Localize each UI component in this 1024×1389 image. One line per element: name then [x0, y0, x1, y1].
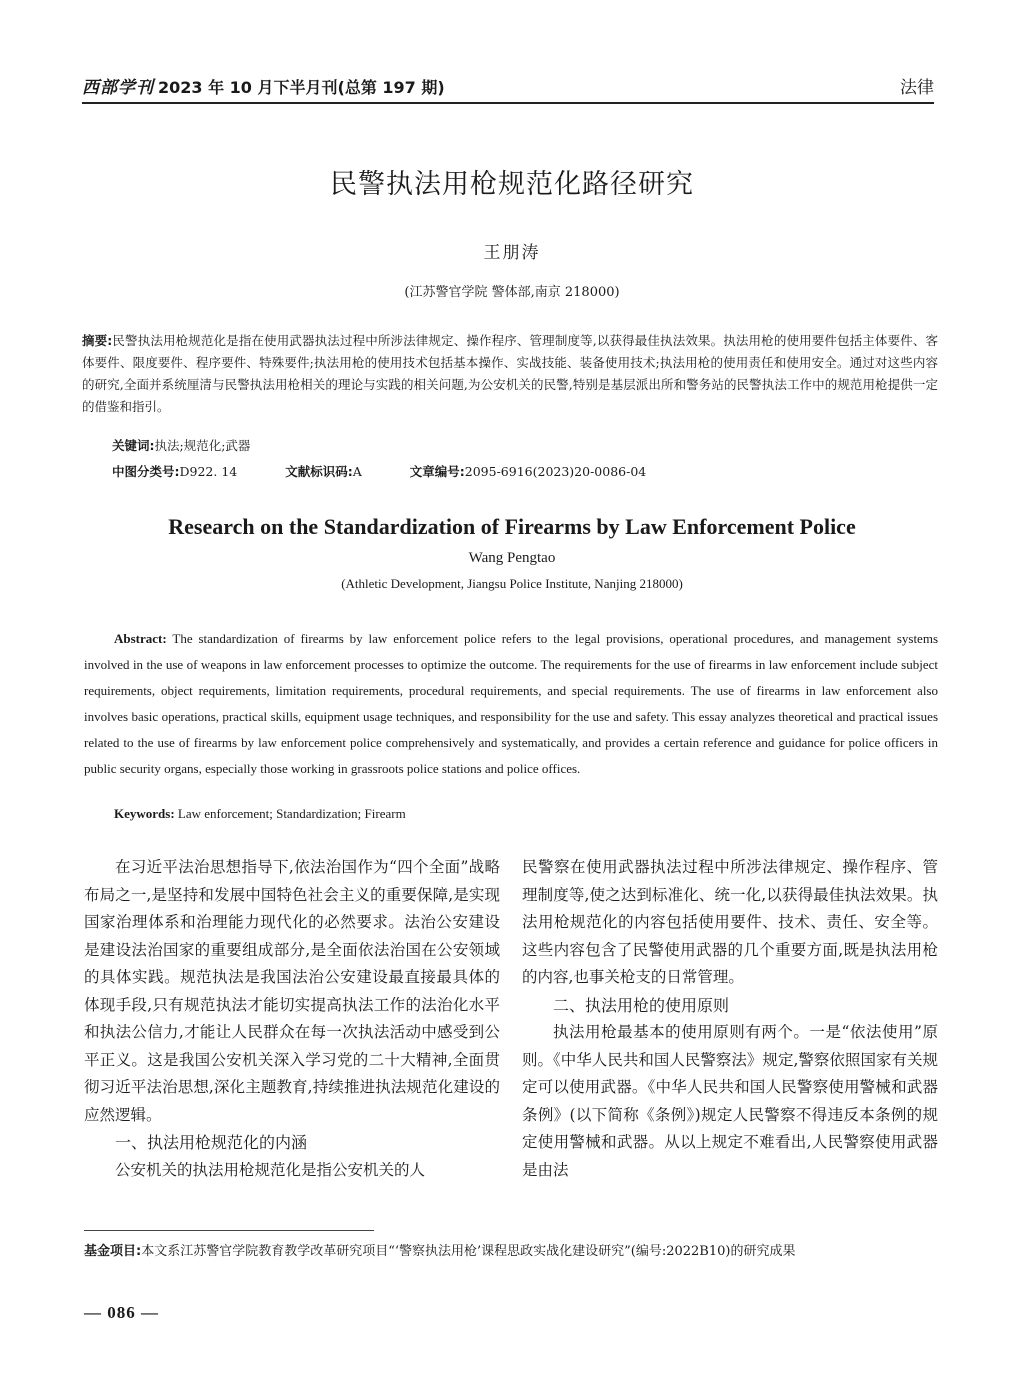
- abstract-cn-text: 民警执法用枪规范化是指在使用武器执法过程中所涉法律规定、操作程序、管理制度等,以获得最佳执法效果。执法用枪的使用要件包括主体要件、客体要件、限度要件、程序要件、特殊要件;执法用枪的使用技术包括基本操作、实战技能、装备使用技术;执法用枪的使用责任和使用安全。通过对这些内容的研究,全面并系统厘清与民警执法用枪相关的理论与实践的相关问题,为公安机关的民警,特别是基层派出所和警务站的民警执法工作中的规范用枪提供一定的借鉴和指引。: [82, 333, 938, 414]
- footnote-text: 本文系江苏警官学院教育教学改革研究项目“‘警察执法用枪’课程思政实战化建设研究”(编号:2022B10)的研究成果: [141, 1244, 796, 1259]
- classification-line: [112, 462, 694, 480]
- abstract-en-label: Abstract:: [114, 631, 167, 646]
- keywords-cn-label: 关键词:: [112, 438, 155, 453]
- keywords-en: [114, 806, 406, 822]
- keywords-cn-text: 执法;规范化;武器: [154, 438, 251, 453]
- section-heading-1: 一、执法用枪规范化的内涵: [115, 1133, 308, 1152]
- affiliation-cn: (江苏警官学院 警体部,南京 218000): [404, 285, 620, 300]
- body-paragraph: 民警察在使用武器执法过程中所涉法律规定、操作程序、管理制度等,使之达到标准化、统一化,以获得最佳执法效果。执法用枪规范化的内容包括使用要件、技术、责任、安全等。这些内容包含了民警使用武器的几个重要方面,既是执法用枪的内容,也事关枪支的日常管理。: [522, 858, 938, 986]
- journal-logo: 西部学刊: [82, 77, 154, 98]
- footnote-label: 基金项目:: [84, 1244, 142, 1259]
- author-cn: 王朋涛: [483, 243, 541, 263]
- document-code: 文献标识码:A: [285, 464, 362, 479]
- section-heading-2: 二、执法用枪的使用原则: [553, 995, 730, 1015]
- running-header: [82, 68, 934, 104]
- journal-info: [82, 73, 445, 98]
- clc-number: 中图分类号:D922. 14: [112, 464, 238, 479]
- footnote-divider: [84, 1230, 374, 1231]
- paper-title-en: Research on the Standardization of Firearms by Law Enforcement Police: [168, 514, 856, 539]
- article-number: 文章编号:2095-6916(2023)20-0086-04: [409, 464, 647, 479]
- page-number: — 086 —: [84, 1303, 159, 1322]
- body-paragraph: 在习近平法治思想指导下,依法治国作为“四个全面”战略布局之一,是坚持和发展中国特色社会主义的重要保障,是实现国家治理体系和治理能力现代化的必然要求。法治公安建设是建设法治国家的重要组成部分,是全面依法治国在公安领域的具体实践。规范执法是我国法治公安建设最直接最具体的体现手段,只有规范执法才能切实提高执法工作的法治化水平和执法公信力,才能让人民群众在每一次执法活动中感受到公平正义。这是我国公安机关深入学习党的二十大精神,全面贯彻习近平法治思想,深化主题教育,持续推进执法规范化建设的应然逻辑。: [84, 858, 500, 1124]
- body-paragraph: 执法用枪最基本的使用原则有两个。一是“依法使用”原则。《中华人民共和国人民警察法》规定,警察依照国家有关规定可以使用武器。《中华人民共和国人民警察使用警械和武器条例》(以下简称《条例》)规定人民警察不得违反本条例的规定使用警械和武器。从以上规定不难看出,人民警察使用武器是由法: [522, 1023, 938, 1179]
- keywords-cn: [112, 436, 250, 454]
- abstract-cn-label: 摘要:: [82, 333, 113, 348]
- abstract-en-text: The standardization of firearms by law enforcement police refers to the legal provisions, operational procedures, and management systems involved in the use of weapons in law enforcement processes to optimize the outcome. The requirements for the use of firearms in law enforcement include subject requirements, object requirements, limitation requirements, procedural requirements, and special requirements. The use of firearms in law enforcement also involves basic operations, practical skills, equipment usage techniques, and responsibility for the use and safety. This essay analyzes theoretical and practical issues related to the use of firearms by law enforcement police comprehensively and systematically, and provides a certain reference and guidance for police officers in public security organs, especially those working in grassroots police stations and police offices.: [84, 631, 939, 776]
- body-column-right: [522, 854, 938, 1184]
- body-paragraph: 公安机关的执法用枪规范化是指公安机关的人: [115, 1160, 426, 1179]
- paper-title-cn: 民警执法用枪规范化路径研究: [330, 169, 694, 200]
- abstract-en: [84, 626, 938, 782]
- body-column-left: [84, 854, 500, 1184]
- footnote: [84, 1240, 938, 1263]
- keywords-en-label: Keywords:: [114, 806, 175, 821]
- keywords-en-text: Law enforcement; Standardization; Firearm: [177, 806, 406, 821]
- section-tag: 法律: [900, 77, 934, 98]
- author-en: Wang Pengtao: [468, 550, 556, 566]
- journal-issue: 2023 年 10 月下半月刊(总第 197 期): [158, 77, 445, 97]
- abstract-cn: [82, 330, 938, 418]
- affiliation-en: (Athletic Development, Jiangsu Police Institute, Nanjing 218000): [341, 576, 683, 591]
